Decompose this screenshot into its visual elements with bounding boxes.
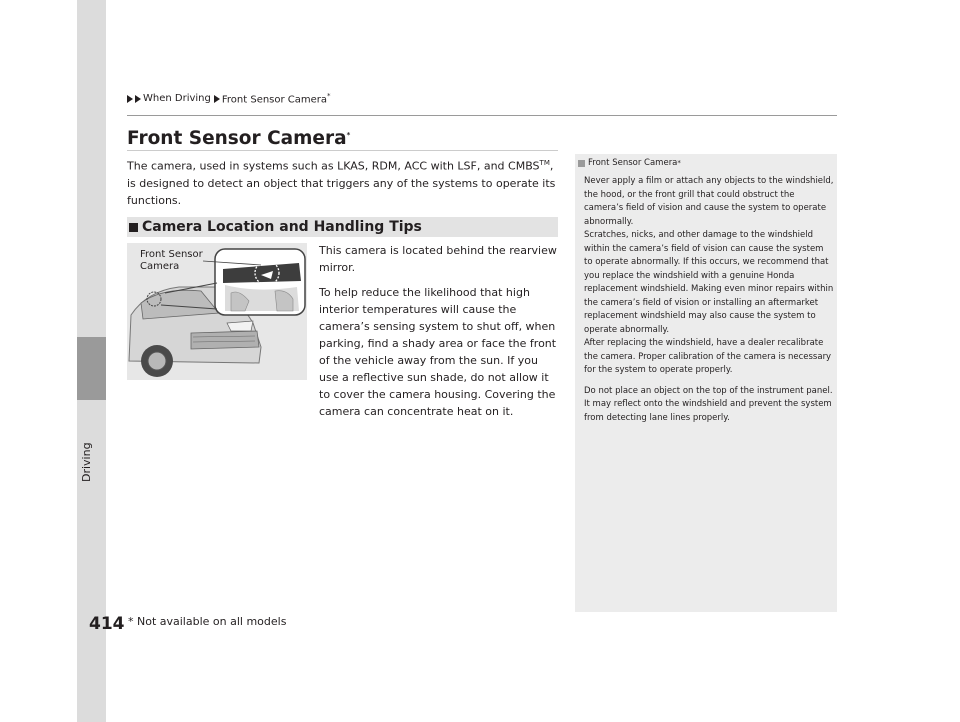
camera-location-illustration	[127, 243, 307, 380]
breadcrumb-arrow-icon	[127, 95, 133, 103]
heat-tips-paragraph: To help reduce the likelihood that high interior temperatures will cause the camera’s sensing system to shut off, when parking, find a shady area or face the front of the vehicle away from the sun. If you use a reflective sun shade, do not allow it to cover the camera housing. Covering the camera can concentrate heat on it.	[319, 286, 557, 418]
section-heading: Camera Location and Handling Tips	[142, 219, 422, 235]
breadcrumb	[127, 92, 334, 105]
breadcrumb-item-front-sensor-camera[interactable]: Front Sensor Camera*	[221, 92, 331, 106]
note-paragraph: Do not place an object on the top of the instrument panel. It may reflect onto the windshield and prevent the system from detecting lane lines properly.	[584, 385, 833, 423]
note-panel	[575, 154, 837, 612]
page-number: 414	[89, 614, 125, 634]
note-paragraph: Scratches, nicks, and other damage to the windshield within the camera’s field of vision can cause the system to operate abnormally. If this occurs, we recommend that you replace the windshield with a genuine Honda replacement windshield. Making even minor repairs within the camera’s field of vision or installing an aftermarket replacement windshield may also cause the system to operate abnormally.	[584, 230, 834, 335]
location-paragraph: This camera is located behind the rearview mirror.	[319, 244, 557, 274]
breadcrumb-arrow-icon	[214, 95, 220, 103]
note-text	[584, 175, 834, 432]
note-title: Front Sensor Camera *	[578, 158, 681, 168]
body-text	[319, 242, 559, 428]
header-divider	[127, 115, 837, 116]
note-paragraph: Never apply a film or attach any objects to the windshield, the hood, or the front grill that could obstruct the camera’s field of vision and cause the system to operate abnormally.	[584, 176, 834, 227]
page-title: Front Sensor Camera*	[127, 128, 351, 149]
section-heading-bar	[127, 217, 558, 237]
title-divider	[127, 150, 558, 151]
breadcrumb-arrow-icon	[135, 95, 141, 103]
breadcrumb-item-when-driving[interactable]: When Driving	[143, 93, 211, 105]
section-marker-icon	[129, 223, 138, 232]
note-marker-icon	[578, 160, 585, 167]
chapter-label: Driving	[80, 442, 93, 482]
chapter-tab-marker	[77, 337, 106, 400]
footnote: * Not available on all models	[128, 615, 287, 628]
figure-callout-label: Front Sensor Camera	[140, 249, 203, 272]
intro-paragraph: The camera, used in systems such as LKAS, RDM, ACC with LSF, and CMBS™, is designed to detect an object that triggers any of the systems to operate its functions.	[127, 159, 556, 207]
note-paragraph: After replacing the windshield, have a dealer recalibrate the camera. Proper calibration of the camera is necessary for the system to operate properly.	[584, 338, 832, 375]
